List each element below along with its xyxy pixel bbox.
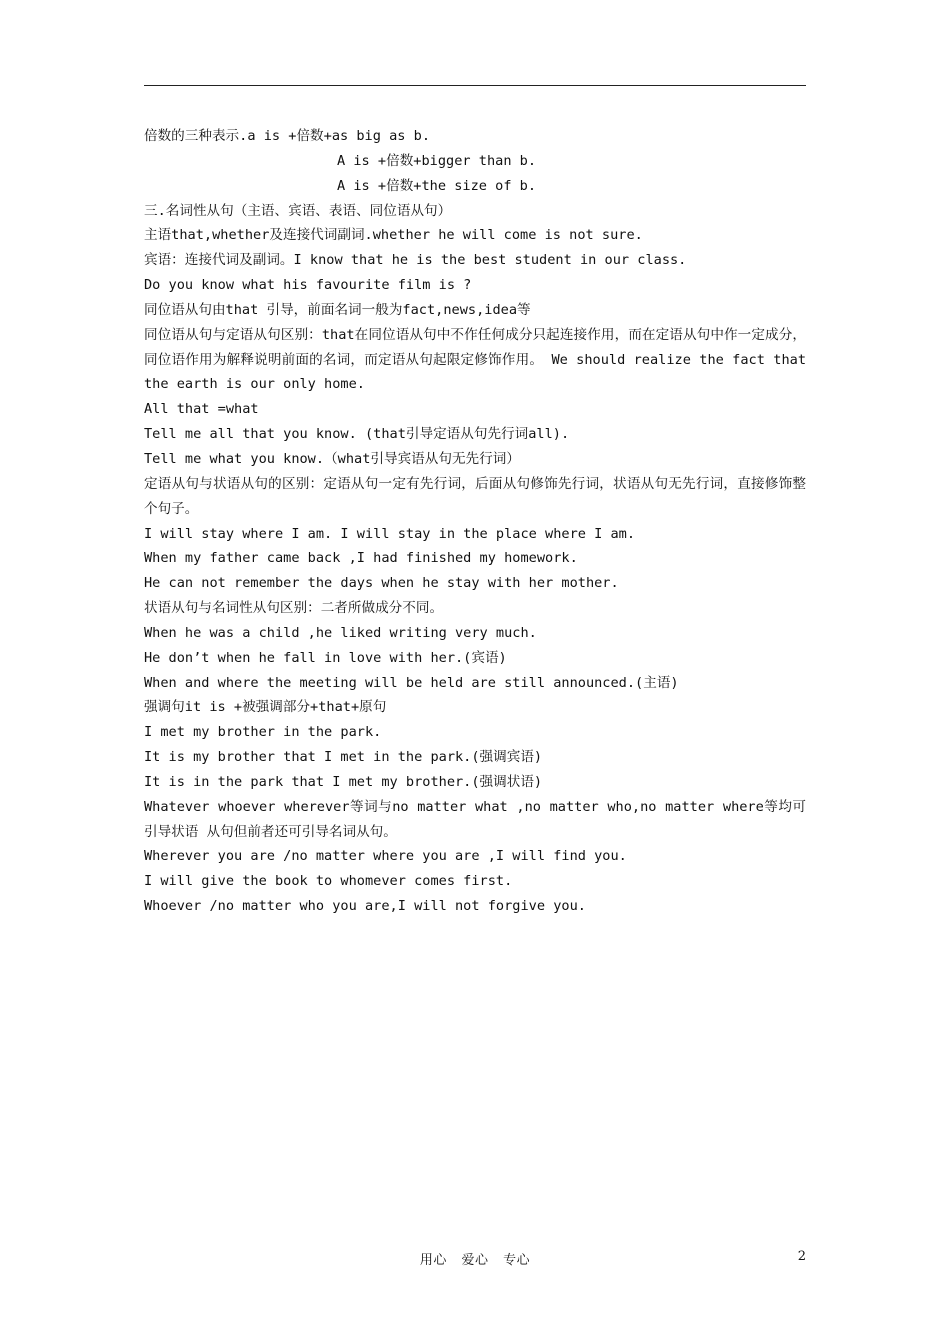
- text-line-emphatic-pattern: 强调句it is +被强调部分+that+原句: [144, 699, 387, 716]
- text-line-example: Tell me all that you know. (that引导定语从句先行词all).: [144, 426, 570, 443]
- text-line-example: He can not remember the days when he stay with her mother.: [144, 575, 619, 592]
- text-line-multiples-bigger: A is +倍数+bigger than b.: [337, 152, 537, 169]
- section-heading-noun-clauses: 三.名词性从句（主语、宾语、表语、同位语从句）: [144, 202, 452, 219]
- page-number: 2: [797, 1249, 806, 1264]
- text-line-example: I will give the book to whomever comes first.: [144, 873, 513, 890]
- text-line-example: When my father came back ,I had finished my homework.: [144, 550, 578, 567]
- text-line-multiples-size: A is +倍数+the size of b.: [337, 177, 537, 194]
- text-line-example: It is in the park that I met my brother.(强调状语): [144, 773, 543, 790]
- text-line-subject-clause: 主语that,whether及连接代词副词.whether he will come is not sure.: [144, 227, 643, 244]
- header-rule: [144, 85, 806, 86]
- text-line-example: Whoever /no matter who you are,I will not forgive you.: [144, 898, 586, 915]
- text-line-object-clause: 宾语：连接代词及副词。I know that he is the best student in our class.: [144, 252, 687, 269]
- text-line-example: He don’t when he fall in love with her.(宾语): [144, 649, 507, 666]
- document-body: [144, 124, 806, 919]
- text-line-example: Tell me what you know.（what引导宾语从句无先行词）: [144, 450, 520, 467]
- text-line-example: Wherever you are /no matter where you are ,I will find you.: [144, 848, 627, 865]
- text-line-example: I met my brother in the park.: [144, 724, 382, 741]
- text-line-example: When and where the meeting will be held are still announced.(主语): [144, 674, 679, 691]
- text-line-all-that: All that =what: [144, 401, 259, 418]
- text-line-adverbial-vs-noun: 状语从句与名词性从句区别：二者所做成分不同。: [144, 600, 444, 617]
- text-line-example: When he was a child ,he liked writing very much.: [144, 624, 537, 641]
- text-line-multiples-intro: 倍数的三种表示.a is +倍数+as big as b.: [144, 128, 431, 144]
- text-line-example: Do you know what his favourite film is ?: [144, 277, 472, 294]
- footer-motto: 用心 爱心 专心: [419, 1253, 531, 1268]
- text-line-example: I will stay where I am. I will stay in the place where I am.: [144, 525, 636, 542]
- text-line-appositive-intro: 同位语从句由that 引导，前面名词一般为fact,news,idea等: [144, 301, 531, 318]
- text-line-example: It is my brother that I met in the park.(强调宾语): [144, 749, 543, 766]
- paragraph-appositive-vs-attributive: 同位语从句与定语从句区别：that在同位语从句中不作任何成分只起连接作用，而在定语从句中作一定成分，同位语作用为解释说明前面的名词，而定语从句起限定修饰作用。 We should realize the fact that the earth is our only home.: [144, 326, 806, 393]
- paragraph-whatever-no-matter: Whatever whoever wherever等词与no matter what ,no matter who,no matter where等均可引导状语 从句但前者还可引导名词从句。: [144, 798, 806, 840]
- paragraph-attributive-vs-adverbial: 定语从句与状语从句的区别：定语从句一定有先行词，后面从句修饰先行词，状语从句无先行词，直接修饰整个句子。: [144, 475, 806, 517]
